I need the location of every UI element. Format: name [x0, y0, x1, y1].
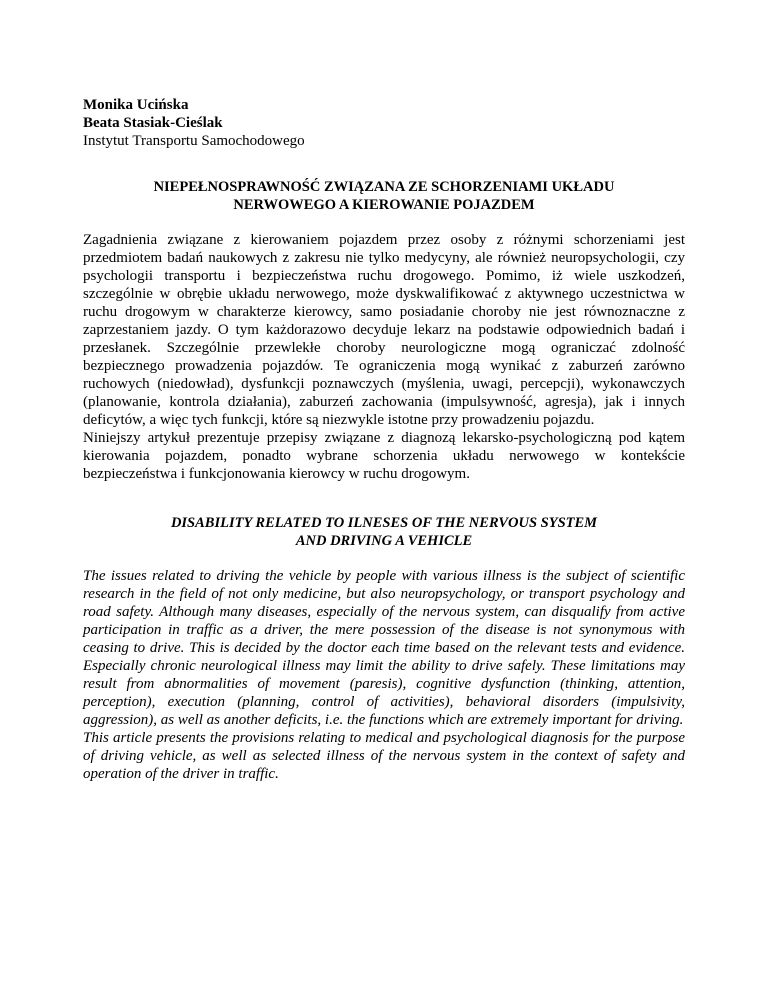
author-name-2: Beata Stasiak-Cieślak	[83, 115, 223, 131]
document-page	[83, 96, 685, 783]
abstract-english	[83, 567, 685, 783]
abstract-english-paragraph-2: This article presents the provisions relating to medical and psychological diagnosis for the purpose of driving vehicle, as well as selected illness of the nervous system in the context of safety and operation of the driver in traffic.	[83, 730, 685, 782]
abstract-polish-paragraph-2: Niniejszy artykuł prezentuje przepisy związane z diagnozą lekarsko-psychologiczną pod kątem kierowania pojazdem, ponadto wybrane schorzenia układu nerwowego w kontekście bezpieczeństwa i funkcjonowania kierowcy w ruchu drogowym.	[83, 430, 685, 482]
author-name-1: Monika Ucińska	[83, 97, 189, 113]
title-polish-line-2: NERWOWEGO A KIEROWANIE POJAZDEM	[233, 197, 535, 213]
title-english-line-2: AND DRIVING A VEHICLE	[295, 533, 473, 549]
title-polish	[83, 178, 685, 214]
title-english	[83, 514, 685, 550]
abstract-polish-paragraph-1: Zagadnienia związane z kierowaniem pojazdem przez osoby z różnymi schorzeniami jest przedmiotem badań naukowych z zakresu nie tylko medycyny, ale również neuropsychologii, czy psychologii transportu i bezpieczeństwa ruchu drogowego. Pomimo, iż wiele uszkodzeń, szczególnie w obrębie układu nerwowego, może dyskwalifikować z aktywnego uczestnictwa w ruchu drogowym w charakterze kierowcy, samo posiadanie choroby nie jest równoznaczne z zaprzestaniem jazdy. O tym każdorazowo decyduje lekarz na podstawie odpowiednich badań i przesłanek. Szczególnie przewlekłe choroby neurologiczne mogą ograniczać zdolność bezpiecznego prowadzenia pojazdów. Te ograniczenia mogą wynikać z zaburzeń zarówno ruchowych (niedowład), dysfunkcji poznawczych (myślenia, uwagi, percepcji), wykonawczych (planowanie, kontrola działania), zaburzeń zachowania (impulsywność, agresja), jak i innych deficytów, a więc tych funkcji, które są niezwykle istotne przy prowadzeniu pojazdu.	[83, 232, 685, 428]
title-english-line-1: DISABILITY RELATED TO ILNESES OF THE NERVOUS SYSTEM	[170, 515, 598, 531]
institute-name: Instytut Transportu Samochodowego	[83, 133, 305, 149]
author-block	[83, 96, 685, 150]
title-polish-line-1: NIEPEŁNOSPRAWNOŚĆ ZWIĄZANA ZE SCHORZENIAMI UKŁADU	[153, 179, 615, 195]
abstract-polish	[83, 231, 685, 483]
abstract-english-paragraph-1: The issues related to driving the vehicle by people with various illness is the subject of scientific research in the field of not only medicine, but also neuropsychology, or transport psychology and road safety. Although many diseases, especially of the nervous system, can disqualify from active participation in traffic as a driver, the mere possession of the disease is not synonymous with ceasing to drive. This is decided by the doctor each time based on the relevant tests and evidence. Especially chronic neurological illness may limit the ability to drive safely. These limitations may result from abnormalities of movement (paresis), cognitive dysfunction (thinking, attention, perception), execution (planning, control of activities), behavioral disorders (impulsivity, aggression), as well as another deficits, i.e. the functions which are extremely important for driving.	[83, 568, 685, 728]
